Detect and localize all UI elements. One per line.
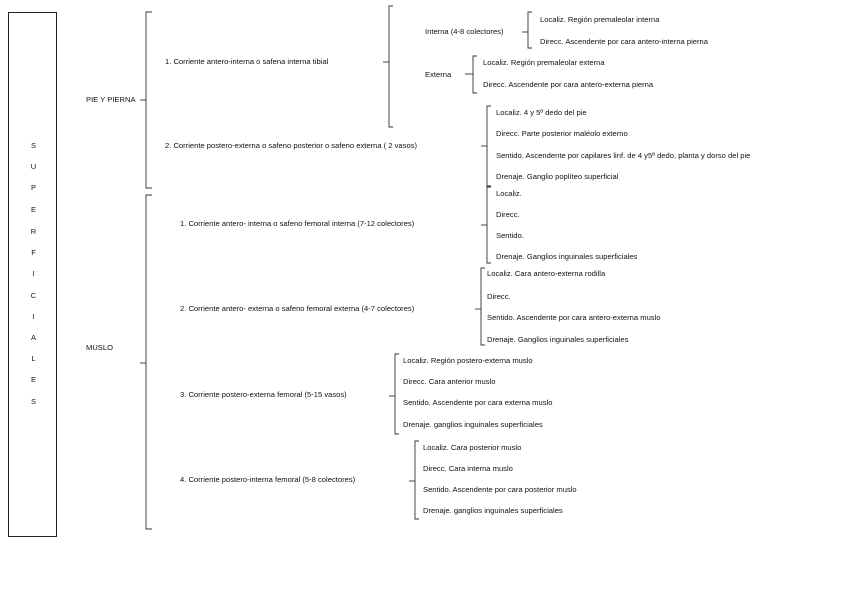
title-letter: P [30, 183, 36, 192]
pie-corriente-2-title: 2. Corriente postero-externa o safeno posterior o safeno externa ( 2 vasos) [165, 141, 417, 150]
title-letter: I [32, 269, 35, 278]
interna-direcc: Direcc. Ascendente por cara antero-interna pierna [540, 37, 709, 46]
title-letter: S [30, 141, 36, 150]
muslo-c1-localiz: Localiz. [496, 189, 522, 198]
pie-c2-sentido: Sentido. Ascendente por capilares linf. de 4 y5º dedo, planta y dorso del pie [496, 151, 751, 160]
muslo-c1-direcc: Direcc. [496, 210, 520, 219]
interna-label: Interna (4-8 colectores) [425, 27, 504, 36]
muslo-c1-drenaje: Drenaje. Ganglios inguinales superficiales [496, 252, 638, 261]
title-letter: A [30, 333, 36, 342]
pie-corriente-1-title: 1. Corriente antero-interna o safena interna tibial [165, 57, 329, 66]
muslo-c3-drenaje: Drenaje. ganglios inguinales superficiales [403, 420, 543, 429]
muslo-c2-sentido: Sentido. Ascendente por cara antero-externa muslo [487, 313, 661, 322]
pie-c2-direcc: Direcc. Parte posterior maléolo externo [496, 129, 628, 138]
muslo-corriente-3-title: 3. Corriente postero-externa femoral (5-15 vasos) [180, 390, 347, 399]
muslo-c1-sentido: Sentido. [496, 231, 524, 240]
title-letter: U [30, 162, 37, 171]
title-letter: S [30, 397, 36, 406]
muslo-c4-drenaje: Drenaje. ganglios inguinales superficiales [423, 506, 563, 515]
muslo-c4-localiz: Localiz. Cara posterior muslo [423, 443, 522, 452]
section-label-pie: PIE Y PIERNA [86, 95, 136, 104]
externa-direcc: Direcc. Ascendente por cara antero-externa pierna [483, 80, 654, 89]
section-label-muslo: MUSLO [86, 343, 114, 352]
title-letter: E [30, 375, 36, 384]
externa-label: Externa [425, 70, 452, 79]
muslo-c3-direcc: Direcc. Cara anterior muslo [403, 377, 496, 386]
muslo-c4-sentido: Sentido. Ascendente por cara posterior muslo [423, 485, 577, 494]
pie-c2-localiz: Localiz. 4 y 5º dedo del pie [496, 108, 587, 117]
muslo-corriente-2-title: 2. Corriente antero- externa o safeno femoral externa (4-7 colectores) [180, 304, 415, 313]
muslo-corriente-4-title: 4. Corriente postero-interna femoral (5-8 colectores) [180, 475, 356, 484]
pie-c2-drenaje: Drenaje. Ganglio poplíteo superficial [496, 172, 619, 181]
interna-localiz: Localiz. Región premaleolar interna [540, 15, 660, 24]
muslo-c3-sentido: Sentido. Ascendente por cara externa muslo [403, 398, 553, 407]
title-letter: E [30, 205, 36, 214]
title-letter: L [31, 354, 36, 363]
muslo-c2-direcc: Direcc. [487, 292, 511, 301]
muslo-c2-localiz: Localiz. Cara antero-externa rodilla [487, 269, 606, 278]
externa-localiz: Localiz. Región premaleolar externa [483, 58, 605, 67]
muslo-corriente-1-title: 1. Corriente antero- interna o safeno femoral interna (7-12 colectores) [180, 219, 415, 228]
muslo-c4-direcc: Direcc. Cara interna muslo [423, 464, 513, 473]
title-letter: F [31, 248, 36, 257]
title-letter: R [30, 227, 37, 236]
muslo-c2-drenaje: Drenaje. Ganglios inguinales superficiales [487, 335, 629, 344]
muslo-c3-localiz: Localiz. Región postero-externa muslo [403, 356, 533, 365]
title-letter: C [30, 291, 37, 300]
title-letter: I [32, 312, 35, 321]
